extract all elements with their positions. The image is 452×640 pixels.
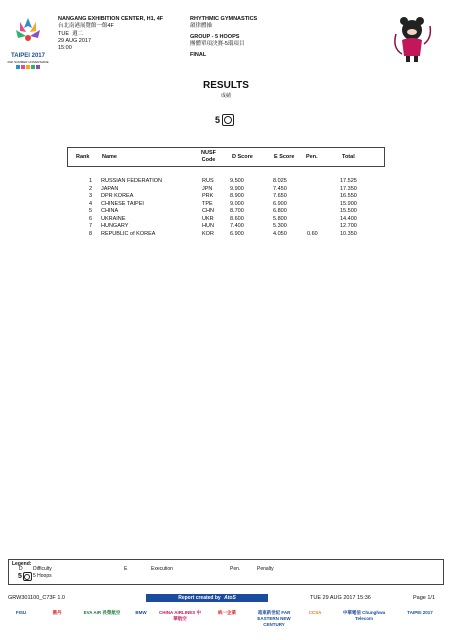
venue-title-zh: 台北南港展覽館一館4F	[58, 23, 114, 29]
sponsor-logo: CHINA AIRLINES 中華航空	[159, 610, 201, 621]
col-rank: Rank	[76, 154, 90, 160]
logo-subtext: 29th SUMMER UNIVERSIADE	[7, 60, 49, 64]
table-row	[67, 193, 385, 201]
col-pen: Pen.	[306, 154, 318, 160]
cell-e: 4.050	[273, 230, 287, 237]
cell-rank: 2	[89, 185, 93, 192]
cell-total: 16.550	[340, 193, 357, 199]
report-datetime: TUE 29 AUG 2017 15:36	[310, 595, 371, 601]
col-d-score: D Score	[232, 154, 253, 160]
cell-e: 5.800	[273, 215, 287, 222]
report-created-bar	[146, 594, 268, 602]
cell-e: 5.300	[273, 223, 287, 229]
cell-d: 9.900	[230, 185, 244, 192]
sponsor-strip	[8, 606, 444, 630]
date: 29 AUG 2017	[58, 38, 92, 44]
cell-rank: 8	[89, 230, 93, 237]
venue-title: NANGANG EXHIBITION CENTER, H1, 4F	[58, 16, 164, 22]
event-phase: FINAL	[190, 52, 207, 58]
cell-total: 17.350	[340, 185, 357, 192]
col-nusf-line1: NUSF	[201, 150, 216, 156]
col-nusf-line2: Code	[201, 156, 216, 163]
cell-d: 8.700	[230, 208, 244, 214]
cell-total: 14.400	[340, 215, 357, 222]
footer	[8, 594, 444, 602]
legend-hoop-label: 5 Hoops	[33, 573, 52, 579]
sponsor-logo: 遠東新世紀 FAR EASTERN NEW CENTURY	[257, 610, 291, 627]
logo-text: TAIPEI 2017	[11, 53, 45, 59]
sponsor-logo: 喬丹	[52, 610, 62, 615]
cell-rank: 1	[89, 178, 93, 184]
time: 15:00	[58, 45, 72, 51]
cell-name: CHINA	[101, 208, 119, 214]
legend-d-label: Difficulty	[33, 566, 52, 572]
legend-e-label: Execution	[151, 566, 173, 572]
cell-d: 8.600	[230, 215, 244, 222]
table-row	[67, 178, 385, 186]
cell-name: UKRAINE	[101, 215, 126, 222]
cell-total: 12.700	[340, 223, 357, 229]
sponsor-logo: FISU	[15, 610, 27, 615]
cell-code: KOR	[202, 230, 214, 237]
legend-pen-key: Pen.	[230, 566, 241, 572]
legend-hoop-count: 5	[18, 573, 22, 580]
cell-total: 17.525	[340, 178, 357, 184]
legend-e-key: E	[124, 566, 128, 572]
event-group-zh: 團體單項決賽-5環項目	[190, 41, 245, 47]
sponsor-logo: TAIPEI 2017	[407, 610, 433, 615]
sport-title: RHYTHMIC GYMNASTICS	[190, 16, 258, 22]
apparatus-indicator	[215, 114, 234, 126]
atos-logo: AtoS	[224, 595, 236, 601]
cell-d: 9.000	[230, 200, 244, 207]
cell-name: REPUBLIC of KOREA	[101, 230, 156, 237]
table-row	[67, 223, 385, 231]
sponsor-logo: BMW	[135, 610, 147, 615]
report-created-label: Report created by	[178, 595, 221, 601]
cell-total: 15.900	[340, 200, 357, 207]
results-title: RESULTS	[203, 80, 249, 91]
cell-code: CHN	[202, 208, 214, 214]
sponsor-logo: 統一企業	[218, 610, 236, 615]
event-block	[190, 16, 257, 59]
cell-rank: 7	[89, 223, 93, 229]
table-row	[67, 186, 385, 194]
results-title-zh: 成績	[220, 93, 231, 99]
cell-name: HUNGARY	[101, 223, 129, 229]
cell-total: 15.500	[340, 208, 357, 214]
cell-name: DPR KOREA	[101, 193, 134, 199]
cell-e: 8.025	[273, 178, 287, 184]
col-name: Name	[102, 154, 117, 160]
cell-name: CHINESE TAIPEI	[101, 200, 144, 207]
cell-rank: 3	[89, 193, 93, 199]
sponsor-logo: EVA AIR 長榮航空	[83, 610, 121, 615]
legend-title: Legend:	[12, 561, 32, 567]
cell-d: 6.900	[230, 230, 244, 237]
cell-name: JAPAN	[101, 185, 119, 192]
cell-d: 7.400	[230, 223, 244, 229]
venue-block	[58, 16, 163, 52]
color-stars	[6, 65, 50, 69]
universiade-logo	[6, 14, 50, 66]
cell-rank: 6	[89, 215, 93, 222]
day: TUE	[58, 31, 69, 37]
cell-code: HUN	[202, 223, 214, 229]
cell-rank: 5	[89, 208, 93, 214]
cell-e: 6.800	[273, 208, 287, 214]
cell-e: 7.650	[273, 193, 287, 199]
cell-code: PRK	[202, 193, 214, 199]
col-e-score: E Score	[274, 154, 295, 160]
report-code: GRW301100_C73F 1.0	[8, 595, 65, 601]
day-zh: 週二	[72, 31, 84, 37]
cell-name: RUSSIAN FEDERATION	[101, 178, 163, 184]
sponsor-logo: CCSA	[308, 610, 322, 615]
bear-mascot-icon	[390, 14, 434, 64]
legend-hoop-icon	[23, 572, 32, 581]
sponsor-logo: 中華電信 Chunghwa Telecom	[342, 610, 386, 621]
col-total: Total	[342, 154, 355, 160]
cell-d: 8.900	[230, 193, 244, 199]
cell-d: 9.500	[230, 178, 244, 184]
results-table-body	[67, 178, 385, 238]
table-row	[67, 208, 385, 216]
apparatus-count: 5	[215, 115, 221, 125]
results-table-header	[67, 147, 385, 167]
cell-total: 10.350	[340, 230, 357, 237]
cell-e: 6.900	[273, 200, 287, 207]
table-row	[67, 201, 385, 209]
cell-code: JPN	[202, 185, 213, 192]
legend-box	[8, 559, 444, 585]
cell-code: TPE	[202, 200, 213, 207]
cell-rank: 4	[89, 200, 93, 207]
table-row	[67, 216, 385, 224]
sport-title-zh: 韻律體操	[190, 23, 213, 29]
event-group: GROUP - 5 HOOPS	[190, 34, 240, 40]
cell-e: 7.450	[273, 185, 287, 192]
cell-code: UKR	[202, 215, 214, 222]
legend-d-key: D	[19, 566, 23, 572]
cell-pen: 0.60	[307, 230, 318, 237]
col-nusf	[201, 150, 216, 163]
taipei-2017-emblem-icon	[6, 14, 50, 48]
page-number: Page 1/1	[413, 595, 436, 601]
legend-pen-label: Penalty	[257, 566, 274, 572]
hoop-icon	[222, 114, 234, 126]
table-row	[67, 231, 385, 239]
cell-code: RUS	[202, 178, 214, 184]
legend-hoop-indicator	[18, 572, 32, 581]
